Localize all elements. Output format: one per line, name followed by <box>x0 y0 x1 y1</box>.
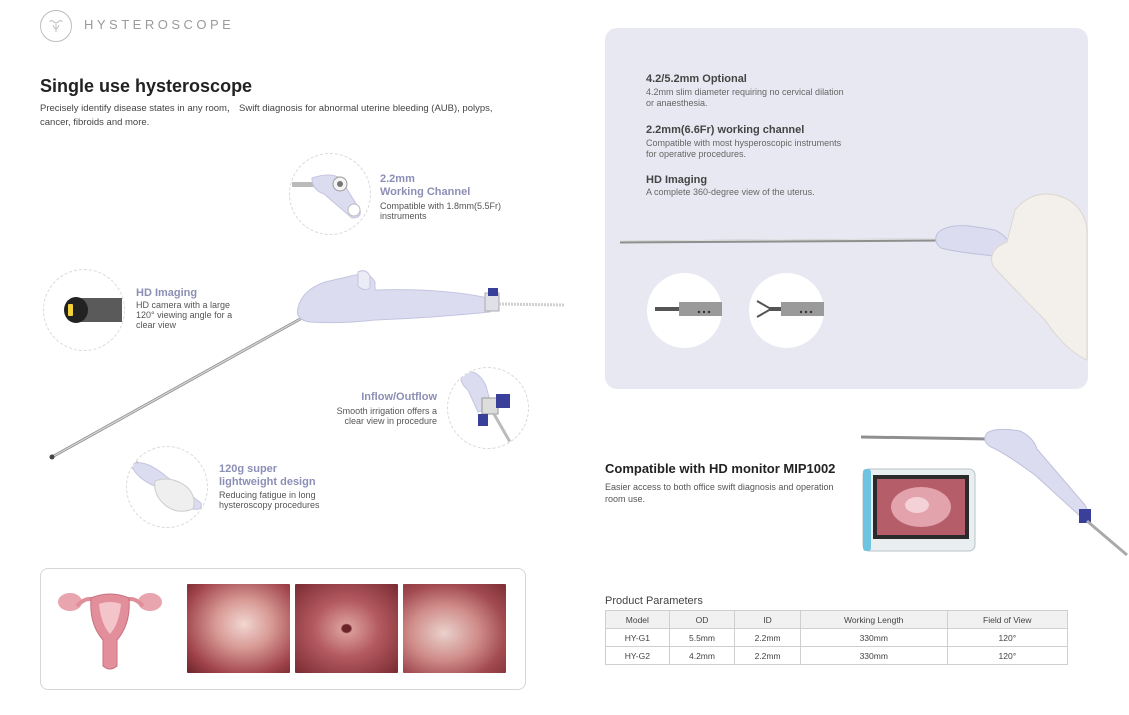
working-channel-bubble <box>289 153 371 235</box>
cell: 5.5mm <box>669 629 735 647</box>
panel-item-2-desc-1: Compatible with most hysperoscopic instruments <box>646 138 842 148</box>
uterus-logo-icon <box>41 11 71 41</box>
cell: 2.2mm <box>735 629 801 647</box>
cell: 330mm <box>800 629 947 647</box>
cell: HY-G1 <box>606 629 670 647</box>
panel-item-2-desc-2: for operative procedures. <box>646 149 747 159</box>
brand-name: HYSTEROSCOPE <box>84 17 235 32</box>
lightweight-bubble <box>126 446 208 528</box>
hd-imaging-desc-3: clear view <box>136 320 177 330</box>
inflow-desc-2: clear view in procedure <box>344 416 437 426</box>
hd-imaging-desc-2: 120° viewing angle for a <box>136 310 233 320</box>
params-title: Product Parameters <box>605 595 703 607</box>
camera-tip-icon <box>44 270 124 350</box>
uterus-anatomy-icon <box>55 584 165 676</box>
params-table <box>605 610 1068 665</box>
hand-holding-icon <box>127 447 207 527</box>
table-row <box>606 629 1068 647</box>
lightweight-title-2: lightweight design <box>219 476 316 488</box>
monitor-desc: Easier access to both office swift diagnosis and operation room use. <box>605 482 834 504</box>
params-header-row <box>606 611 1068 629</box>
cell: 330mm <box>800 647 947 665</box>
lightweight-title-1: 120g super <box>219 463 278 475</box>
cell: HY-G2 <box>606 647 670 665</box>
working-channel-icon <box>290 154 370 234</box>
header-id: ID <box>735 611 801 629</box>
lightweight-desc-2: hysteroscopy procedures <box>219 500 320 510</box>
cell: 120° <box>947 629 1067 647</box>
page-subtitle: Precisely identify disease states in any room， Swift diagnosis for abnormal uterine bleeding (AUB), polyps, cancer, fibroids and more. <box>40 103 493 128</box>
panel-item-1-title: 4.2/5.2mm Optional <box>646 73 747 85</box>
monitor-and-scope-illustration <box>855 425 1129 560</box>
valve-icon <box>448 368 528 448</box>
page-title: Single use hysteroscope <box>40 76 253 96</box>
working-channel-title-1: 2.2mm <box>380 173 415 185</box>
working-channel-desc-2: instruments <box>380 211 427 221</box>
tip-detail-circle-1 <box>647 273 722 348</box>
inflow-bubble <box>447 367 529 449</box>
panel-item-2-title: 2.2mm(6.6Fr) working channel <box>646 124 805 136</box>
working-channel-title-2: Working Channel <box>380 186 471 198</box>
panel-item-3-title: HD Imaging <box>646 174 708 186</box>
scope-tip-icon <box>647 273 722 348</box>
scope-forceps-icon <box>749 273 824 348</box>
table-row <box>606 647 1068 665</box>
brand-logo <box>40 10 72 42</box>
hysteroscopy-photo-1 <box>187 584 290 673</box>
cell: 120° <box>947 647 1067 665</box>
hysteroscopy-photo-3 <box>403 584 506 673</box>
lightweight-desc-1: Reducing fatigue in long <box>219 490 316 500</box>
monitor-title: Compatible with HD monitor MIP1002 <box>605 461 836 476</box>
inflow-title: Inflow/Outflow <box>361 391 437 403</box>
header-model: Model <box>606 611 670 629</box>
cell: 4.2mm <box>669 647 735 665</box>
panel-item-1-desc-1: 4.2mm slim diameter requiring no cervical dilation <box>646 87 844 97</box>
panel-item-3-desc-1: A complete 360-degree view of the uterus. <box>646 187 815 197</box>
tip-detail-circle-2 <box>749 273 824 348</box>
inflow-desc-1: Smooth irrigation offers a <box>336 406 437 416</box>
header-field-of-view: Field of View <box>947 611 1067 629</box>
working-channel-desc-1: Compatible with 1.8mm(5.5Fr) <box>380 201 502 211</box>
header-working-length: Working Length <box>800 611 947 629</box>
hysteroscopy-photo-2 <box>295 584 398 673</box>
cell: 2.2mm <box>735 647 801 665</box>
hd-imaging-bubble <box>43 269 125 351</box>
panel-item-1-desc-2: or anaesthesia. <box>646 98 708 108</box>
header-od: OD <box>669 611 735 629</box>
hd-imaging-desc-1: HD camera with a large <box>136 300 231 310</box>
hd-imaging-title: HD Imaging <box>136 287 198 299</box>
